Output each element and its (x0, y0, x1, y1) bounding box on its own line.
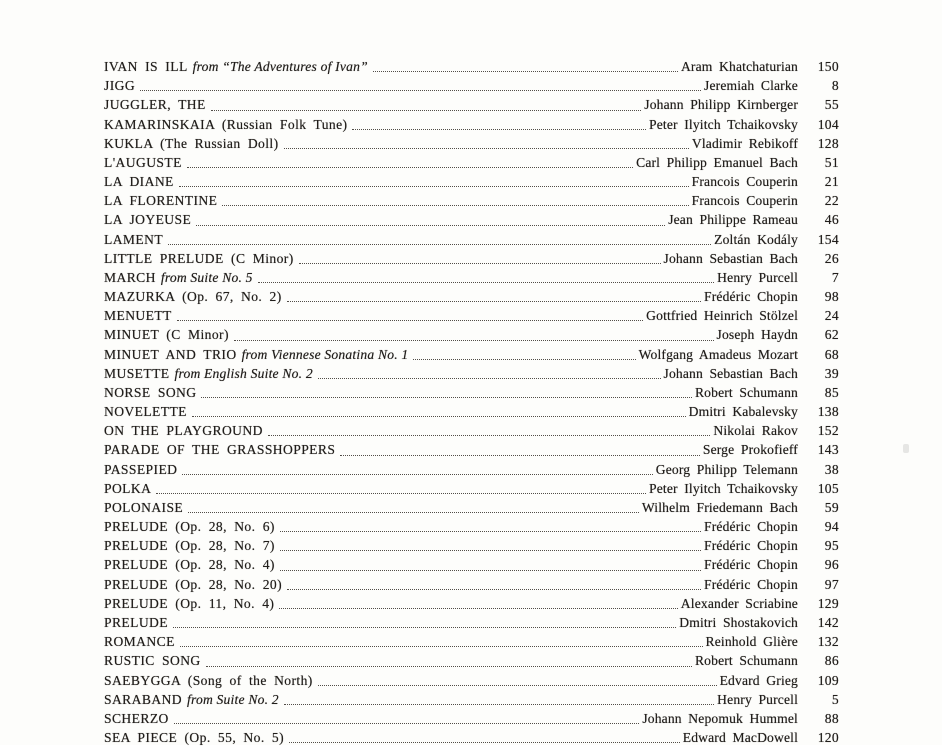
entry-composer: Joseph Haydn (716, 327, 798, 343)
toc-entry-row (104, 268, 839, 287)
entry-page-number: 95 (824, 538, 839, 554)
entry-composer: Georg Philipp Telemann (655, 461, 798, 477)
toc-entry-row (104, 440, 839, 459)
dot-leader (188, 512, 639, 513)
entry-title: POLKA (104, 480, 152, 496)
entry-title: LA DIANE (104, 174, 174, 190)
entry-title-group (104, 76, 135, 95)
entry-title: SAEBYGGA (Song of the North) (104, 672, 313, 688)
entry-title: LITTLE PRELUDE (C Minor) (104, 250, 294, 266)
entry-title-group (104, 613, 168, 632)
entry-title: KAMARINSKAIA (Russian Folk Tune) (104, 116, 348, 132)
entry-title-group (104, 134, 279, 153)
dot-leader (268, 435, 711, 436)
entry-composer: Johann Nepomuk Hummel (642, 710, 798, 726)
entry-title-italic: from English Suite No. 2 (174, 365, 313, 381)
entry-page-number: 59 (824, 499, 839, 515)
toc-entry-row (104, 115, 839, 134)
entry-page-number: 98 (824, 289, 839, 305)
entry-composer: Henry Purcell (717, 269, 798, 285)
toc-entry-row (104, 613, 839, 632)
dot-leader (192, 416, 686, 417)
entry-composer: Frédéric Chopin (704, 576, 798, 592)
dot-leader (156, 493, 646, 494)
entry-title-group (104, 191, 217, 210)
entry-composer: Frédéric Chopin (704, 519, 798, 535)
entry-composer: Frédéric Chopin (704, 538, 798, 554)
dot-leader (413, 359, 635, 360)
entry-composer: Edvard Grieg (719, 672, 798, 688)
entry-title-group (104, 421, 263, 440)
entry-title-group (104, 594, 274, 613)
entry-page-number: 86 (824, 653, 839, 669)
dot-leader (187, 167, 633, 168)
entry-title: MARCH (104, 269, 156, 285)
toc-entry-row (104, 594, 839, 613)
entry-page-number: 85 (824, 384, 839, 400)
entry-title: RUSTIC SONG (104, 653, 201, 669)
toc-entry-row (104, 191, 839, 210)
toc-entry-row (104, 287, 839, 306)
entry-title-group (104, 115, 347, 134)
entry-page-number: 55 (824, 97, 839, 113)
entry-title: SCHERZO (104, 710, 169, 726)
toc-entry-row (104, 402, 839, 421)
toc-entry-row (104, 421, 839, 440)
entry-title: ON THE PLAYGROUND (104, 423, 263, 439)
dot-leader (174, 723, 640, 724)
entry-title-group (104, 498, 183, 517)
entry-title: MUSETTE (104, 365, 170, 381)
entry-title-group (104, 345, 408, 364)
entry-title: PRELUDE (Op. 28, No. 6) (104, 519, 275, 535)
entry-page-number: 142 (817, 614, 839, 630)
dot-leader (280, 531, 701, 532)
entry-title-italic: from Suite No. 5 (160, 269, 253, 285)
dot-leader (284, 148, 689, 149)
dot-leader (140, 90, 701, 91)
entry-composer: Aram Khatchaturian (680, 59, 798, 74)
entry-page-number: 8 (831, 78, 839, 94)
entry-composer: Henry Purcell (717, 691, 798, 707)
entry-composer: Frédéric Chopin (704, 557, 798, 573)
entry-composer: Reinhold Glière (705, 634, 798, 650)
dot-leader (287, 301, 701, 302)
toc-entry-row (104, 690, 839, 709)
entry-page-number: 24 (824, 308, 839, 324)
dot-leader (173, 627, 676, 628)
entry-title: LAMENT (104, 231, 164, 247)
toc-entry-row (104, 575, 839, 594)
entry-composer: Dmitri Shostakovich (679, 614, 798, 630)
entry-page-number: 129 (817, 595, 839, 611)
entry-title-group (104, 632, 175, 651)
dot-leader (280, 570, 701, 571)
entry-page-number: 105 (817, 480, 839, 496)
dot-leader (180, 646, 703, 647)
entry-title-group (104, 536, 275, 555)
entry-title-group (104, 479, 151, 498)
entry-title: MAZURKA (Op. 67, No. 2) (104, 289, 282, 305)
entry-page-number: 138 (817, 404, 839, 420)
entry-title-group (104, 690, 279, 709)
entry-title-group (104, 325, 229, 344)
entry-composer: Francois Couperin (691, 193, 798, 209)
entry-title: JIGG (104, 78, 136, 94)
scan-smudge (903, 444, 909, 453)
entry-composer: Edward MacDowell (682, 730, 798, 746)
dot-leader (179, 186, 689, 187)
entry-title-group (104, 268, 253, 287)
dot-leader (352, 129, 646, 130)
entry-composer: Robert Schumann (694, 653, 798, 669)
entry-title-group (104, 172, 174, 191)
entry-composer: Jean Philippe Rameau (668, 212, 798, 228)
entry-page-number: 68 (824, 346, 839, 362)
entry-title: PASSEPIED (104, 461, 178, 477)
entry-composer: Johann Sebastian Bach (663, 365, 798, 381)
entry-composer: Peter Ilyitch Tchaikovsky (649, 480, 798, 496)
entry-composer: Nikolai Rakov (713, 423, 798, 439)
entry-title: PRELUDE (Op. 28, No. 4) (104, 557, 275, 573)
entry-page-number: 38 (824, 461, 839, 477)
toc-entry-row (104, 728, 839, 747)
entry-title: POLONAISE (104, 499, 184, 515)
dot-leader (287, 589, 701, 590)
entry-title: MENUETT (104, 308, 172, 324)
dot-leader (279, 608, 677, 609)
entry-page-number: 7 (831, 269, 839, 285)
entry-page-number: 94 (824, 519, 839, 535)
entry-title-group (104, 57, 368, 76)
entry-title: PRELUDE (Op. 11, No. 4) (104, 595, 275, 611)
entry-composer: Peter Ilyitch Tchaikovsky (649, 116, 798, 132)
dot-leader (177, 320, 643, 321)
entry-page-number: 5 (831, 691, 839, 707)
entry-title-italic: from Suite No. 2 (186, 691, 279, 707)
entry-composer: Dmitri Kabalevsky (688, 404, 798, 420)
entry-composer: Alexander Scriabine (680, 595, 798, 611)
entry-composer: Johann Philipp Kirnberger (644, 97, 798, 113)
toc-entry-row (104, 76, 839, 95)
entry-page-number: 88 (824, 710, 839, 726)
entry-page-number: 143 (817, 442, 839, 458)
entry-page-number: 109 (817, 672, 839, 688)
entry-title-group (104, 306, 172, 325)
entry-page-number: 26 (824, 250, 839, 266)
entry-page-number: 120 (817, 730, 839, 746)
entry-page-number: 51 (824, 154, 839, 170)
toc-entry-row (104, 57, 839, 76)
entry-composer: Francois Couperin (691, 174, 798, 190)
entry-title-group (104, 671, 313, 690)
entry-page-number: 39 (824, 365, 839, 381)
dot-leader (340, 455, 700, 456)
entry-composer: Frédéric Chopin (704, 289, 798, 305)
toc-entry-row (104, 134, 839, 153)
entry-page-number: 128 (817, 135, 839, 151)
entry-title-group (104, 651, 201, 670)
entry-page-number: 150 (817, 59, 839, 74)
table-of-contents (104, 57, 839, 747)
dot-leader (373, 71, 678, 72)
dot-leader (222, 205, 688, 206)
entry-composer: Carl Philipp Emanuel Bach (636, 154, 798, 170)
dot-leader (211, 110, 642, 111)
toc-entry-row (104, 632, 839, 651)
entry-title: PRELUDE (104, 614, 168, 630)
entry-title: L'AUGUSTE (104, 154, 182, 170)
toc-entry-row (104, 345, 839, 364)
dot-leader (299, 263, 661, 264)
entry-composer: Vladimir Rebikoff (691, 135, 798, 151)
entry-page-number: 62 (824, 327, 839, 343)
dot-leader (318, 378, 661, 379)
toc-entry-row (104, 479, 839, 498)
entry-composer: Johann Sebastian Bach (663, 250, 798, 266)
entry-title-italic: from Viennese Sonatina No. 1 (241, 346, 409, 362)
toc-entry-row (104, 153, 839, 172)
dot-leader (182, 474, 652, 475)
entry-title: SEA PIECE (Op. 55, No. 5) (104, 730, 285, 746)
toc-entry-row (104, 364, 839, 383)
toc-entry-row (104, 95, 839, 114)
entry-composer: Wilhelm Friedemann Bach (641, 499, 798, 515)
toc-entry-row (104, 383, 839, 402)
entry-title-group (104, 709, 169, 728)
toc-entry-row (104, 517, 839, 536)
entry-title-italic: from “The Adventures of Ivan” (192, 59, 368, 74)
dot-leader (201, 397, 691, 398)
entry-title: NOVELETTE (104, 404, 187, 420)
dot-leader (168, 244, 711, 245)
toc-entry-row (104, 460, 839, 479)
entry-composer: Zoltán Kodály (714, 231, 798, 247)
toc-entry-row (104, 306, 839, 325)
entry-title: MINUET AND TRIO (104, 346, 237, 362)
entry-page-number: 132 (817, 634, 839, 650)
entry-title: MINUET (C Minor) (104, 327, 229, 343)
entry-title-group (104, 555, 275, 574)
entry-title-group (104, 440, 335, 459)
toc-entry-row (104, 230, 839, 249)
toc-entry-row (104, 172, 839, 191)
entry-page-number: 96 (824, 557, 839, 573)
entry-title: PRELUDE (Op. 28, No. 20) (104, 576, 283, 592)
entry-title: KUKLA (The Russian Doll) (104, 135, 279, 151)
entry-composer: Robert Schumann (694, 384, 798, 400)
entry-title-group (104, 460, 177, 479)
entry-page-number: 22 (824, 193, 839, 209)
dot-leader (206, 666, 692, 667)
dot-leader (234, 340, 714, 341)
dot-leader (258, 282, 715, 283)
entry-title-group (104, 249, 294, 268)
entry-title-group (104, 95, 206, 114)
entry-title: IVAN IS ILL (104, 59, 188, 74)
entry-title-group (104, 728, 284, 747)
dot-leader (318, 685, 717, 686)
toc-entry-row (104, 555, 839, 574)
entry-title: NORSE SONG (104, 384, 197, 400)
entry-composer: Jeremiah Clarke (704, 78, 798, 94)
toc-entry-row (104, 536, 839, 555)
dot-leader (289, 742, 680, 743)
entry-title: LA JOYEUSE (104, 212, 192, 228)
toc-entry-row (104, 671, 839, 690)
entry-title: JUGGLER, THE (104, 97, 206, 113)
entry-page-number: 97 (824, 576, 839, 592)
entry-title-group (104, 364, 313, 383)
entry-page-number: 46 (824, 212, 839, 228)
entry-title-group (104, 287, 282, 306)
dot-leader (196, 225, 665, 226)
entry-page-number: 152 (817, 423, 839, 439)
entry-page-number: 104 (817, 116, 839, 132)
entry-title: SARABAND (104, 691, 182, 707)
entry-title-group (104, 402, 187, 421)
entry-composer: Gottfried Heinrich Stölzel (646, 308, 798, 324)
toc-entry-row (104, 498, 839, 517)
dot-leader (284, 704, 714, 705)
entry-page-number: 154 (817, 231, 839, 247)
entry-title: PRELUDE (Op. 28, No. 7) (104, 538, 275, 554)
entry-title-group (104, 210, 191, 229)
dot-leader (280, 550, 701, 551)
entry-page-number: 21 (824, 174, 839, 190)
toc-entry-row (104, 210, 839, 229)
toc-entry-row (104, 709, 839, 728)
entry-title-group (104, 517, 275, 536)
toc-entry-row (104, 651, 839, 670)
entry-composer: Serge Prokofieff (702, 442, 798, 458)
entry-title-group (104, 230, 163, 249)
entry-composer: Wolfgang Amadeus Mozart (638, 346, 798, 362)
entry-title-group (104, 575, 282, 594)
entry-title-group (104, 153, 182, 172)
entry-title: LA FLORENTINE (104, 193, 218, 209)
entry-title: ROMANCE (104, 634, 175, 650)
toc-entry-row (104, 325, 839, 344)
entry-title-group (104, 383, 196, 402)
toc-entry-row (104, 249, 839, 268)
entry-title: PARADE OF THE GRASSHOPPERS (104, 442, 336, 458)
